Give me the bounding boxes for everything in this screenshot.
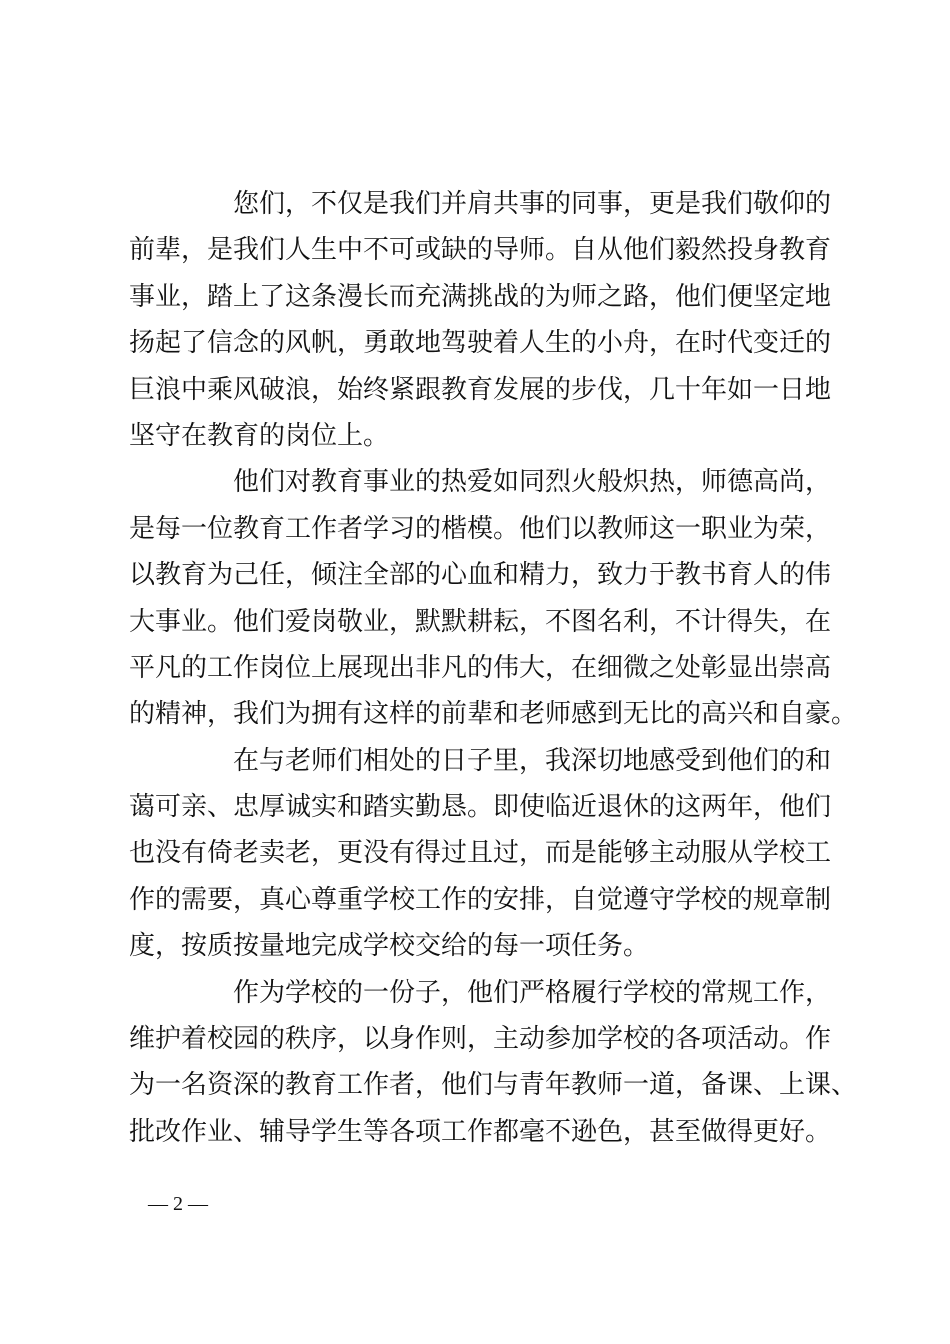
paragraph-line: 您们，不仅是我们并肩共事的同事，更是我们敬仰的 (233, 189, 832, 219)
paragraph-line: 扬起了信念的风帆，勇敢地驾驶着人生的小舟，在时代变迁的 (129, 328, 832, 359)
paragraph-line: 平凡的工作岗位上展现出非凡的伟大，在细微之处彰显出崇高 (129, 652, 832, 683)
paragraph-4 (129, 970, 858, 1156)
paragraph-line: 维护着校园的秩序，以身作则，主动参加学校的各项活动。作 (129, 1024, 832, 1055)
paragraph-line: 坚守在教育的岗位上。 (129, 420, 390, 451)
paragraph-line: 作为学校的一份子，他们严格履行学校的常规工作， (233, 977, 832, 1008)
paragraph-line: 事业，踏上了这条漫长而充满挑战的为师之路，他们便坚定地 (129, 281, 832, 312)
paragraph-line: 作的需要，真心尊重学校工作的安排，自觉遵守学校的规章制 (129, 884, 832, 915)
paragraph-2 (129, 459, 858, 737)
page-body (129, 181, 858, 1155)
paragraph-line: 为一名资深的教育工作者，他们与青年教师一道，备课、上课、 (129, 1070, 858, 1101)
paragraph-line: 前辈，是我们人生中不可或缺的导师。自从他们毅然投身教育 (129, 235, 832, 266)
paragraph-line: 是每一位教育工作者学习的楷模。他们以教师这一职业为荣， (129, 513, 832, 544)
paragraph-line: 的精神，我们为拥有这样的前辈和老师感到无比的高兴和自豪。 (129, 699, 858, 730)
paragraph-line: 蔼可亲、忠厚诚实和踏实勤恳。即使临近退休的这两年，他们 (129, 792, 832, 823)
paragraph-line: 巨浪中乘风破浪，始终紧跟教育发展的步伐，几十年如一日地 (129, 374, 832, 405)
paragraph-line: 也没有倚老卖老，更没有得过且过，而是能够主动服从学校工 (129, 838, 832, 869)
paragraph-3 (129, 738, 832, 970)
paragraph-line: 大事业。他们爱岗敬业，默默耕耘，不图名利，不计得失，在 (129, 606, 832, 637)
paragraph-line: 他们对教育事业的热爱如同烈火般炽热，师德高尚， (233, 467, 832, 498)
paragraph-line: 以教育为己任，倾注全部的心血和精力，致力于教书育人的伟 (129, 560, 832, 591)
paragraph-line: 在与老师们相处的日子里，我深切地感受到他们的和 (233, 745, 832, 776)
paragraph-line: 批改作业、辅导学生等各项工作都毫不逊色，甚至做得更好。 (129, 1116, 832, 1147)
paragraph-1 (129, 181, 832, 459)
paragraph-line: 度，按质按量地完成学校交给的每一项任务。 (129, 931, 650, 962)
page-number: — 2 — (148, 1193, 208, 1215)
